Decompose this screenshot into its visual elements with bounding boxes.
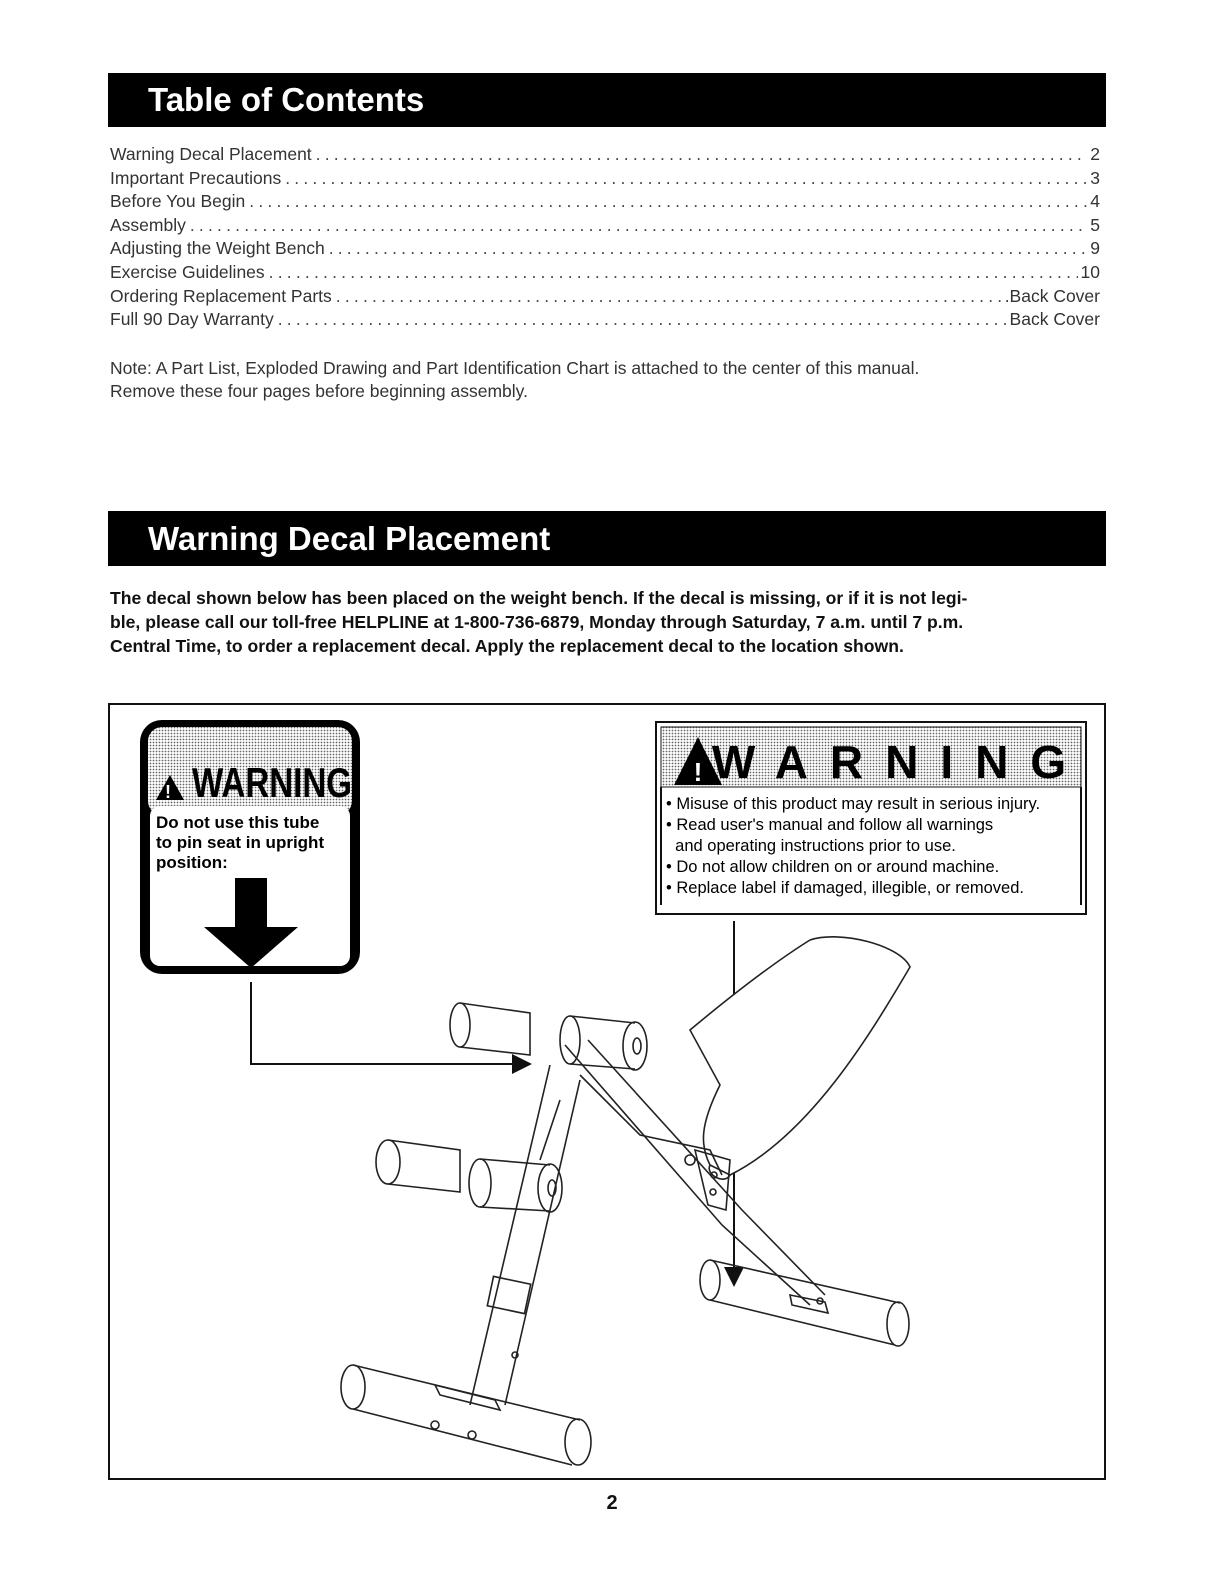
dot-leader (316, 144, 1088, 165)
toc-entry-label: Exercise Guidelines (110, 261, 265, 282)
toc-entry-page: 5 (1090, 214, 1100, 235)
toc-entry-page: 2 (1090, 144, 1100, 164)
toc-entry (110, 238, 1100, 262)
toc-note (110, 357, 1100, 403)
large-decal-bullet: and operating instructions prior to use. (666, 837, 956, 855)
toc-entry-page: 3 (1090, 167, 1100, 188)
dot-leader (190, 215, 1087, 236)
toc-entry (110, 262, 1100, 286)
toc-entry (110, 309, 1100, 333)
dot-leader (269, 262, 1078, 283)
intro-line: ble, please call our toll-free HELPLINE at 1-800-736-6879, Monday through Saturday, 7 a.m. until 7 p.m. (110, 612, 964, 632)
weight-bench-drawing (341, 937, 910, 1465)
toc-entry-label: Full 90 Day Warranty (110, 309, 274, 330)
small-decal-line: Do not use this tube (156, 813, 320, 832)
dot-leader (285, 168, 1087, 189)
large-decal-bullet: • Do not allow children on or around machine. (666, 858, 1000, 876)
dot-leader (249, 191, 1087, 212)
toc-entry (110, 191, 1100, 215)
toc-entry-page: 4 (1090, 191, 1100, 212)
toc-entry-label: Warning Decal Placement (110, 144, 312, 164)
large-decal-heading: WARNING (711, 736, 1089, 788)
svg-text:!: ! (693, 757, 703, 787)
small-decal-heading: WARNING (192, 759, 352, 806)
page-number: 2 (606, 1492, 618, 1514)
large-decal-bullet: • Read user's manual and follow all warnings (666, 816, 994, 834)
toc-title: Table of Contents (148, 81, 425, 118)
toc-entry-label: Adjusting the Weight Bench (110, 238, 325, 259)
note-line: Remove these four pages before beginning assembly. (110, 381, 528, 401)
small-warning-decal (140, 720, 360, 974)
toc-entry-label: Assembly (110, 214, 186, 235)
decal-intro (110, 586, 1100, 658)
toc-list (110, 144, 1100, 333)
toc-entry-page: 10 (1080, 261, 1100, 282)
small-decal-leader-arrow (251, 982, 528, 1064)
toc-entry-page: .Back Cover (1004, 285, 1100, 306)
dot-leader (336, 286, 1002, 307)
toc-entry-label: Before You Begin (110, 191, 246, 212)
intro-line: The decal shown below has been placed on the weight bench. If the decal is missing, or if it is not legi- (110, 588, 968, 608)
decal-heading (108, 511, 1106, 566)
toc-entry-page: Back Cover (1009, 309, 1100, 330)
svg-text:!: ! (165, 782, 171, 802)
toc-heading (108, 73, 1106, 127)
toc-entry (110, 168, 1100, 192)
large-decal-bullet: • Misuse of this product may result in serious injury. (666, 795, 1041, 813)
toc-entry-label: Important Precautions (110, 167, 282, 188)
small-decal-line: to pin seat in upright (156, 833, 325, 852)
large-warning-decal (656, 722, 1088, 914)
note-line: Note: A Part List, Exploded Drawing and Part Identification Chart is attached to the center of this manual. (110, 358, 920, 378)
toc-entry (110, 144, 1100, 168)
dot-leader (329, 238, 1088, 259)
toc-entry-label: Ordering Replacement Parts (110, 285, 332, 306)
toc-entry (110, 215, 1100, 239)
toc-entry (110, 286, 1100, 310)
decal-title: Warning Decal Placement (148, 519, 551, 557)
intro-line: Central Time, to order a replacement decal. Apply the replacement decal to the location shown. (110, 636, 904, 656)
dot-leader (278, 309, 1007, 330)
large-decal-bullet: • Replace label if damaged, illegible, or removed. (666, 879, 1024, 897)
figure-canvas (110, 705, 1108, 1482)
small-decal-line: position: (156, 853, 228, 872)
toc-entry-page: 9 (1090, 238, 1100, 259)
decal-placement-figure (108, 703, 1106, 1480)
